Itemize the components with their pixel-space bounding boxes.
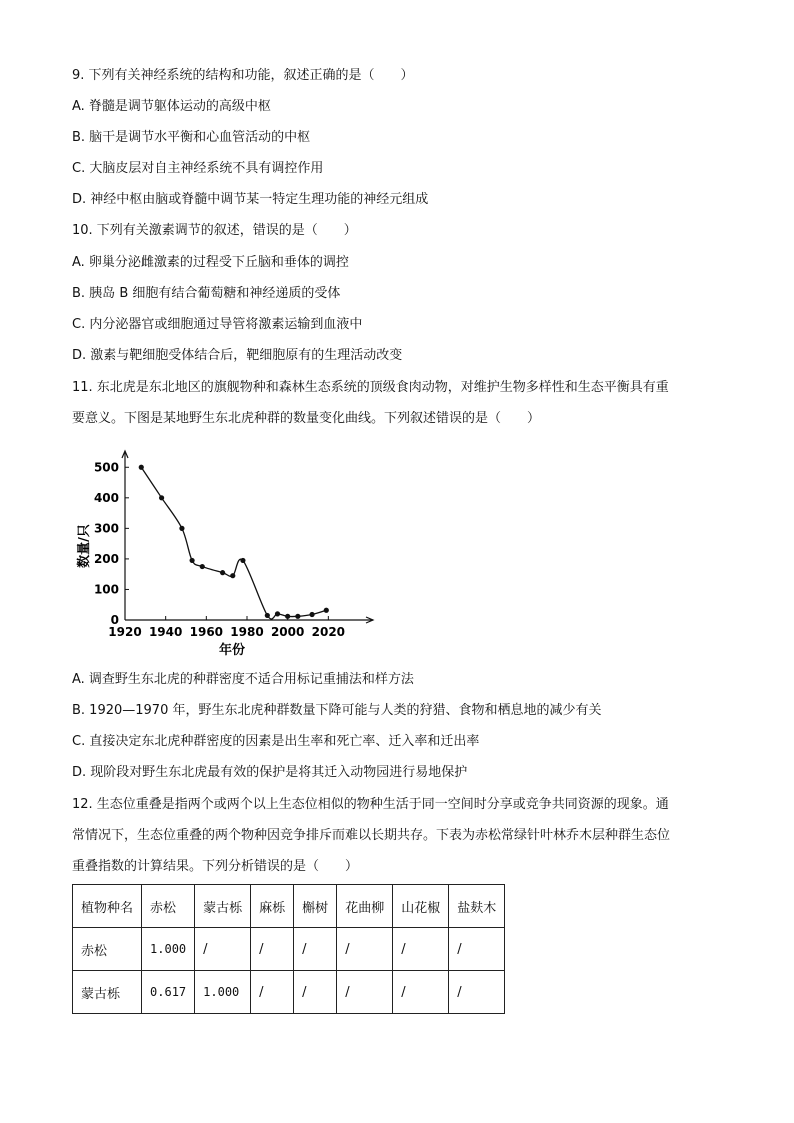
table-row (73, 928, 505, 971)
table-header-cell: 植物种名 (73, 885, 142, 928)
q10-option-d: D. 激素与靶细胞受体结合后，靶细胞原有的生理活动改变 (72, 348, 403, 363)
q9-stem: 9. 下列有关神经系统的结构和功能，叙述正确的是（ ） (72, 68, 414, 83)
q10-stem: 10. 下列有关激素调节的叙述，错误的是（ ） (72, 223, 357, 238)
table-header-cell: 麻栎 (251, 885, 294, 928)
q12-stem-line2: 常情况下，生态位重叠的两个物种因竞争排斥而难以长期共存。下表为赤松常绿针叶林乔木层种群生态位 (72, 828, 671, 843)
table-cell: / (393, 971, 449, 1014)
q11-option-b: B. 1920—1970 年，野生东北虎种群数量下降可能与人类的狩猎、食物和栖息地的减少有关 (72, 703, 602, 718)
y-tick-label: 0 (110, 613, 119, 627)
table-header-cell: 赤松 (142, 885, 195, 928)
table-cell: / (337, 928, 393, 971)
y-tick-label: 300 (93, 521, 119, 536)
table-cell: 1.000 (195, 971, 251, 1014)
data-point (295, 614, 300, 619)
x-tick-label: 1940 (148, 625, 183, 639)
table-cell: / (294, 928, 337, 971)
data-point (159, 495, 164, 500)
y-tick-label: 100 (93, 582, 119, 597)
q9-option-d: D. 神经中枢由脑或脊髓中调节某一特定生理功能的神经元组成 (72, 192, 429, 207)
table-cell: / (337, 971, 393, 1014)
table-cell: / (195, 928, 251, 971)
q11-option-a: A. 调查野生东北虎的种群密度不适合用标记重捕法和样方法 (72, 672, 414, 687)
q11-stem-line2: 要意义。下图是某地野生东北虎种群的数量变化曲线。下列叙述错误的是（ ） (72, 411, 541, 426)
table-cell: / (251, 928, 294, 971)
q10-option-a: A. 卵巢分泌雌激素的过程受下丘脑和垂体的调控 (72, 255, 349, 270)
table-header-cell: 蒙古栎 (195, 885, 251, 928)
niche-overlap-table (72, 884, 505, 1014)
x-tick-label: 2020 (311, 625, 346, 639)
q11-option-c: C. 直接决定东北虎种群密度的因素是出生率和死亡率、迁入率和迁出率 (72, 734, 480, 749)
table-cell: 0.617 (142, 971, 195, 1014)
x-tick-label: 1960 (189, 625, 224, 639)
x-tick-label: 1980 (230, 625, 264, 639)
table-header-cell: 盐麸木 (449, 885, 505, 928)
q10-option-b: B. 胰岛 B 细胞有结合葡萄糖和神经递质的受体 (72, 286, 341, 301)
x-axis-label: 年份 (218, 643, 246, 658)
y-tick-label: 400 (93, 490, 119, 505)
table-cell: 1.000 (142, 928, 195, 971)
table-header-cell: 山花椒 (393, 885, 449, 928)
table-cell: / (294, 971, 337, 1014)
table-header-row (73, 885, 505, 928)
data-point (275, 611, 280, 616)
data-point (220, 570, 225, 575)
table-cell: / (449, 928, 505, 971)
y-axis-label: 数量/只 (77, 524, 92, 568)
data-point (230, 573, 235, 578)
table-cell: 赤松 (73, 928, 142, 971)
y-tick-label: 200 (93, 551, 119, 566)
table-cell: / (449, 971, 505, 1014)
data-point (179, 526, 184, 531)
data-point (190, 558, 195, 563)
data-point (285, 614, 290, 619)
data-point (139, 465, 144, 470)
table-cell: / (251, 971, 294, 1014)
table-cell: 蒙古栎 (73, 971, 142, 1014)
data-point (309, 612, 314, 617)
data-point (240, 558, 245, 563)
data-point (324, 608, 329, 613)
x-tick-label: 2000 (270, 625, 305, 639)
x-tick-label: 1920 (108, 625, 142, 639)
q9-option-b: B. 脑干是调节水平衡和心血管活动的中枢 (72, 130, 311, 145)
table-row (73, 971, 505, 1014)
series-line (141, 467, 326, 619)
y-tick-label: 500 (93, 460, 119, 475)
table-cell: / (393, 928, 449, 971)
table-header-cell: 槲树 (294, 885, 337, 928)
table-header-cell: 花曲柳 (337, 885, 393, 928)
q9-option-c: C. 大脑皮层对自主神经系统不具有调控作用 (72, 161, 324, 176)
population-chart (72, 448, 382, 660)
data-point (200, 564, 205, 569)
chart-axes (122, 451, 373, 623)
q11-stem-line1: 11. 东北虎是东北地区的旗舰物种和森林生态系统的顶级食肉动物，对维护生物多样性和生态平衡具有重 (72, 380, 669, 395)
q10-option-c: C. 内分泌器官或细胞通过导管将激素运输到血液中 (72, 317, 363, 332)
data-point (265, 613, 270, 618)
q9-option-a: A. 脊髓是调节躯体运动的高级中枢 (72, 99, 271, 114)
q11-option-d: D. 现阶段对野生东北虎最有效的保护是将其迁入动物园进行易地保护 (72, 765, 468, 780)
q12-stem-line3: 重叠指数的计算结果。下列分析错误的是（ ） (72, 859, 359, 874)
q12-stem-line1: 12. 生态位重叠是指两个或两个以上生态位相似的物种生活于同一空间时分享或竞争共同资源的现象。通 (72, 797, 669, 812)
